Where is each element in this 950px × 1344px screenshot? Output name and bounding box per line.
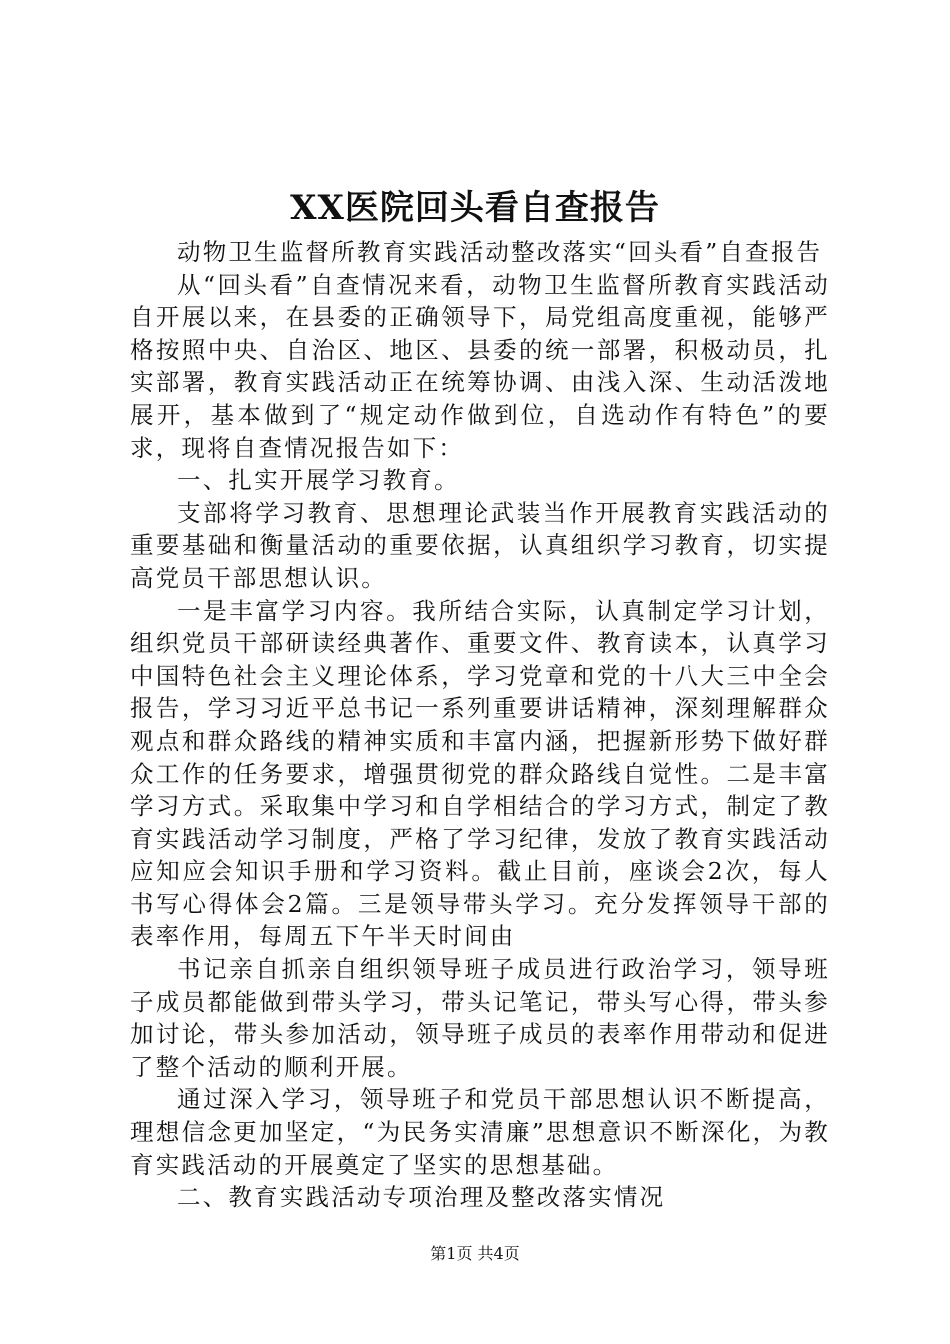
- paragraph-subtitle: 动物卫生监督所教育实践活动整改落实“回头看”自查报告: [177, 238, 823, 266]
- paragraph-overview: 从“回头看”自查情况来看，动物卫生监督所教育实践活动自开展以来，在县委的正确领导下，局党组高度重视，能够严格按照中央、自治区、地区、县委的统一部署，积极动员，扎实部署，教育实践活动正在统筹协调、由浅入深、生动活泼地展开，基本做到了“规定动作做到位，自选动作有特色”的要求，现将自查情况报告如下：: [130, 270, 830, 462]
- document-title: XX医院回头看自查报告: [290, 188, 660, 228]
- section-heading-1: 一、扎实开展学习教育。: [177, 466, 460, 495]
- paragraph-study-details: 一是丰富学习内容。我所结合实际，认真制定学习计划，组织党员干部研读经典著作、重要文件、教育读本，认真学习中国特色社会主义理论体系，学习党章和党的十八大三中全会报告，学习习近平总书记一系列重要讲话精神，深刻理解群众观点和群众路线的精神实质和丰富内涵，把握新形势下做好群众工作的任务要求，增强贯彻党的群众路线自觉性。二是丰富学习方式。采取集中学习和自学相结合的学习方式，制定了教育实践活动学习制度，严格了学习纪律，发放了教育实践活动应知应会知识手册和学习资料。截止目前，座谈会2次，每人书写心得体会2篇。三是领导带头学习。充分发挥领导干部的表率作用，每周五下午半天时间由: [130, 596, 830, 951]
- paragraph-results: 通过深入学习，领导班子和党员干部思想认识不断提高，理想信念更加坚定，“为民务实清廉”思想意识不断深化，为教育实践活动的开展奠定了坚实的思想基础。: [130, 1085, 830, 1179]
- paragraph-leadership: 书记亲自抓亲自组织领导班子成员进行政治学习，领导班子成员都能做到带头学习，带头记笔记，带头写心得，带头参加讨论，带头参加活动，领导班子成员的表率作用带动和促进了整个活动的顺利开展。: [130, 955, 830, 1081]
- section-heading-2: 二、教育实践活动专项治理及整改落实情况: [177, 1183, 666, 1212]
- document-body: [130, 236, 830, 1214]
- paragraph-study-intro: 支部将学习教育、思想理论武装当作开展教育实践活动的重要基础和衡量活动的重要依据，认真组织学习教育，切实提高党员干部思想认识。: [130, 498, 830, 592]
- page-number-footer: 第1页 共4页: [430, 1244, 520, 1263]
